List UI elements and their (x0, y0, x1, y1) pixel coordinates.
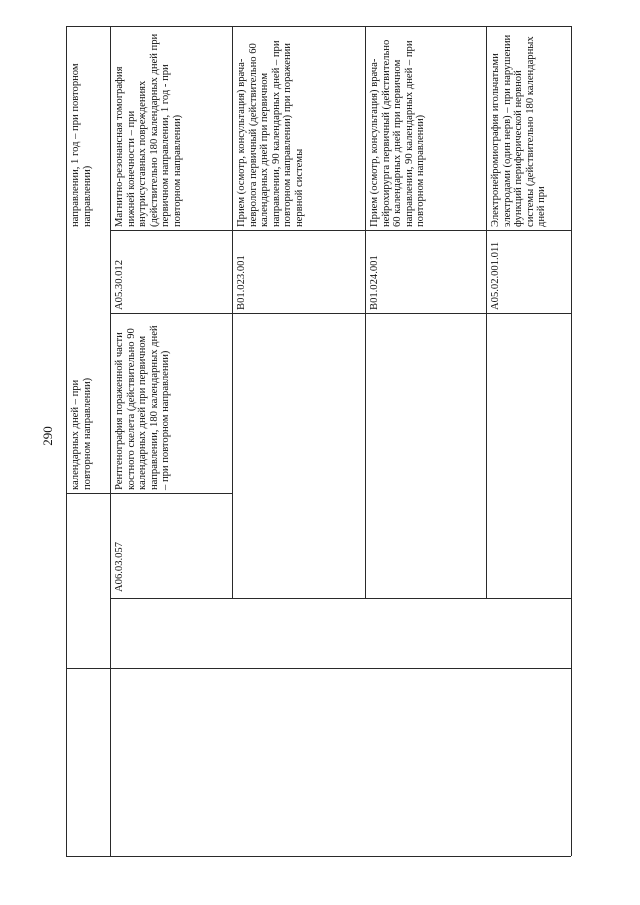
row-2-code: B01.023.001 (236, 255, 247, 310)
column-divider-left-code (110, 598, 571, 599)
row-divider-3 (365, 26, 366, 598)
table-border-bottom (66, 856, 571, 857)
row-1-description: Магнитно-резонансная томография нижней конечности – при внутрисуставных повреждениях (действительно 180 календарных дней при первичном направлении, 1 год - при повторном направлении) (114, 33, 183, 227)
row-0-description: направлении, 1 год – при повторном направлении) (70, 63, 93, 227)
row-divider-4 (486, 26, 487, 598)
row-3-description: Прием (осмотр, консультация) врача-нейрохирурга первичный (действительно 60 календарных дней при первичном направлении, 90 календарных дней – при повторном направлении) (369, 39, 427, 227)
left-code-cell: A06.03.057 (114, 541, 125, 592)
row-3-code: B01.024.001 (369, 255, 380, 310)
row-divider-1 (110, 26, 111, 856)
column-divider-lower (66, 668, 571, 669)
row-2-description: Прием (осмотр, консультация) врача-невролога первичный (действительно 60 календарных дней при первичном направлении, 90 календарных дней – при повторном направлении) при поражении нервной системы (236, 40, 305, 227)
table-border-right (571, 26, 572, 856)
column-divider-code-left (66, 493, 110, 494)
left-description-cell: Рентгенография пораженной части костного скелета (действительно 90 календарных дней при первичном направлении, 180 календарных дней – при повторном направлении) (114, 325, 172, 490)
column-divider-left-desc (110, 493, 232, 494)
column-divider-code-right (110, 313, 571, 314)
table-border-top (66, 26, 571, 27)
row-4-code: A05.02.001.011 (490, 241, 501, 310)
row-4-description: Электронейромиография игольчатыми электродами (один нерв) – при нарушении функций периферической нервной системы (действительно 180 календарных дней при (490, 34, 548, 227)
column-divider-description (110, 230, 571, 231)
row-divider-2 (232, 26, 233, 598)
page-number: 290 (40, 426, 55, 446)
table-border-left (66, 26, 67, 856)
left-top-cell-text: календарных дней – при повторном направлении) (70, 377, 93, 490)
row-1-code: A05.30.012 (114, 259, 125, 310)
